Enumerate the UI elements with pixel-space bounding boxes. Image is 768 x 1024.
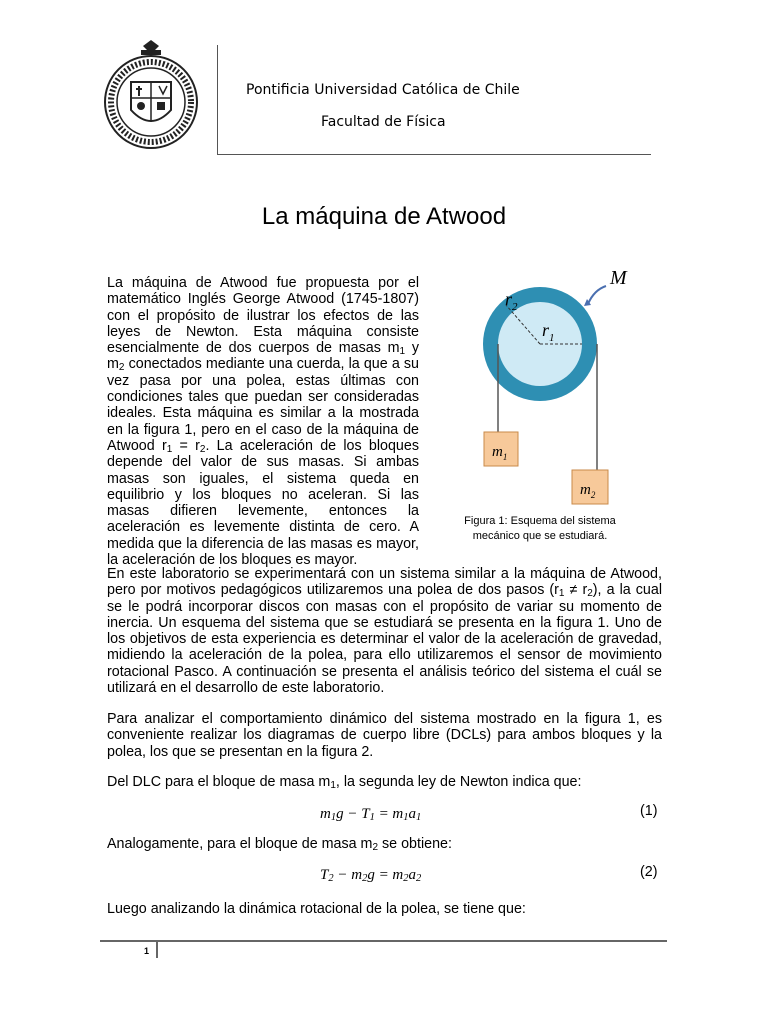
page-title: La máquina de Atwood [261, 203, 507, 230]
equation-1-number: (1) [640, 803, 658, 819]
figure-caption: Figura 1: Esquema del sistema mecánico que se estudiará. [464, 515, 616, 542]
label-r2: r [505, 289, 513, 309]
header-horizontal-rule [217, 154, 651, 155]
svg-text:r1: $r_1$ [542, 320, 555, 344]
paragraph-rotational: Luego analizando la dinámica rotacional de la polea, se tiene que: [107, 901, 526, 917]
label-M: M [610, 267, 627, 289]
faculty-name: Facultad de Física [321, 114, 446, 130]
equation-2-number: (2) [640, 864, 658, 880]
label-m1: m [492, 444, 503, 460]
header-vertical-rule [217, 45, 218, 155]
svg-text:m2: $m_2$ [580, 482, 596, 500]
paragraph-lab: En este laboratorio se experimentará con un sistema similar a la máquina de Atwood, pero por motivos pedagógicos utilizaremos una polea de dos pasos $(r_1 \ne r_2)$, a la cual se le podrá incorporar discos con masas con el propósito de variar su momento de inercia. Un esquema del sistema que se estudiará se presenta en la figura 1. Uno de los objetivos de esta experiencia es determinar el valor de la aceleración de gravedad, midiendo la aceleración de la polea, para ello utilizaremos el sensor de movimiento rotacional Pasco. A continuación se presenta el análisis teórico del sistema el cuál se utilizará en el desarrollo de este laboratorio. [107, 566, 662, 697]
footer-rule [100, 940, 667, 942]
arrow-icon [588, 286, 606, 304]
page-number: 1 [144, 946, 150, 956]
footer-vertical-rule [156, 942, 158, 958]
university-seal [103, 40, 199, 154]
equation-1: $m_1g - T_1 = m_1a_1$ [320, 806, 422, 823]
label-r1: r [542, 320, 550, 340]
paragraph-intro: La máquina de Atwood fue propuesta por el matemático Inglés George Atwood (1745-1807) con el propósito de ilustrar los efectos de las leyes de Newton. Esta máquina consiste esencialmente de dos cuerpos de masas $m_1$ y $m_2$ conectados mediante una cuerda, la que a su vez pasa por una polea, estas últimas con condiciones tales que puedan ser consideradas ideales. Esta máquina es similar a la mostrada en la figura 1, pero en el caso de la máquina de Atwood $r_1 = r_2$. La aceleración de los bloques depende del valor de sus masas. Si ambas masas son iguales, el sistema queda en equilibrio y los bloques no aceleran. Si las masas difieren levemente, entonces la aceleración es levemente distinta de cero. A medida que la diferencia de las masas es mayor, la aceleración de los bloques es mayor. [107, 275, 419, 569]
svg-text:m1: $m_1$ [492, 444, 508, 462]
equation-2: $T_2 - m_2g = m_2a_2$ [320, 867, 422, 884]
label-m2: m [580, 482, 591, 498]
university-name: Pontificia Universidad Católica de Chile [246, 82, 520, 98]
pulley-figure [470, 260, 670, 510]
paragraph-block-1: Del DLC para el bloque de masa $m_1$, la segunda ley de Newton indica que: [107, 774, 582, 791]
svg-text:r2: $r_2$ [505, 289, 518, 313]
paragraph-block-2: Analogamente, para el bloque de masa $m_2$ se obtiene: [107, 836, 452, 853]
paragraph-dcl: Para analizar el comportamiento dinámico del sistema mostrado en la figura 1, es conveniente realizar los diagramas de cuerpo libre (DCLs) para ambos bloques y la polea, los que se presentan en la figura 2. [107, 711, 662, 760]
